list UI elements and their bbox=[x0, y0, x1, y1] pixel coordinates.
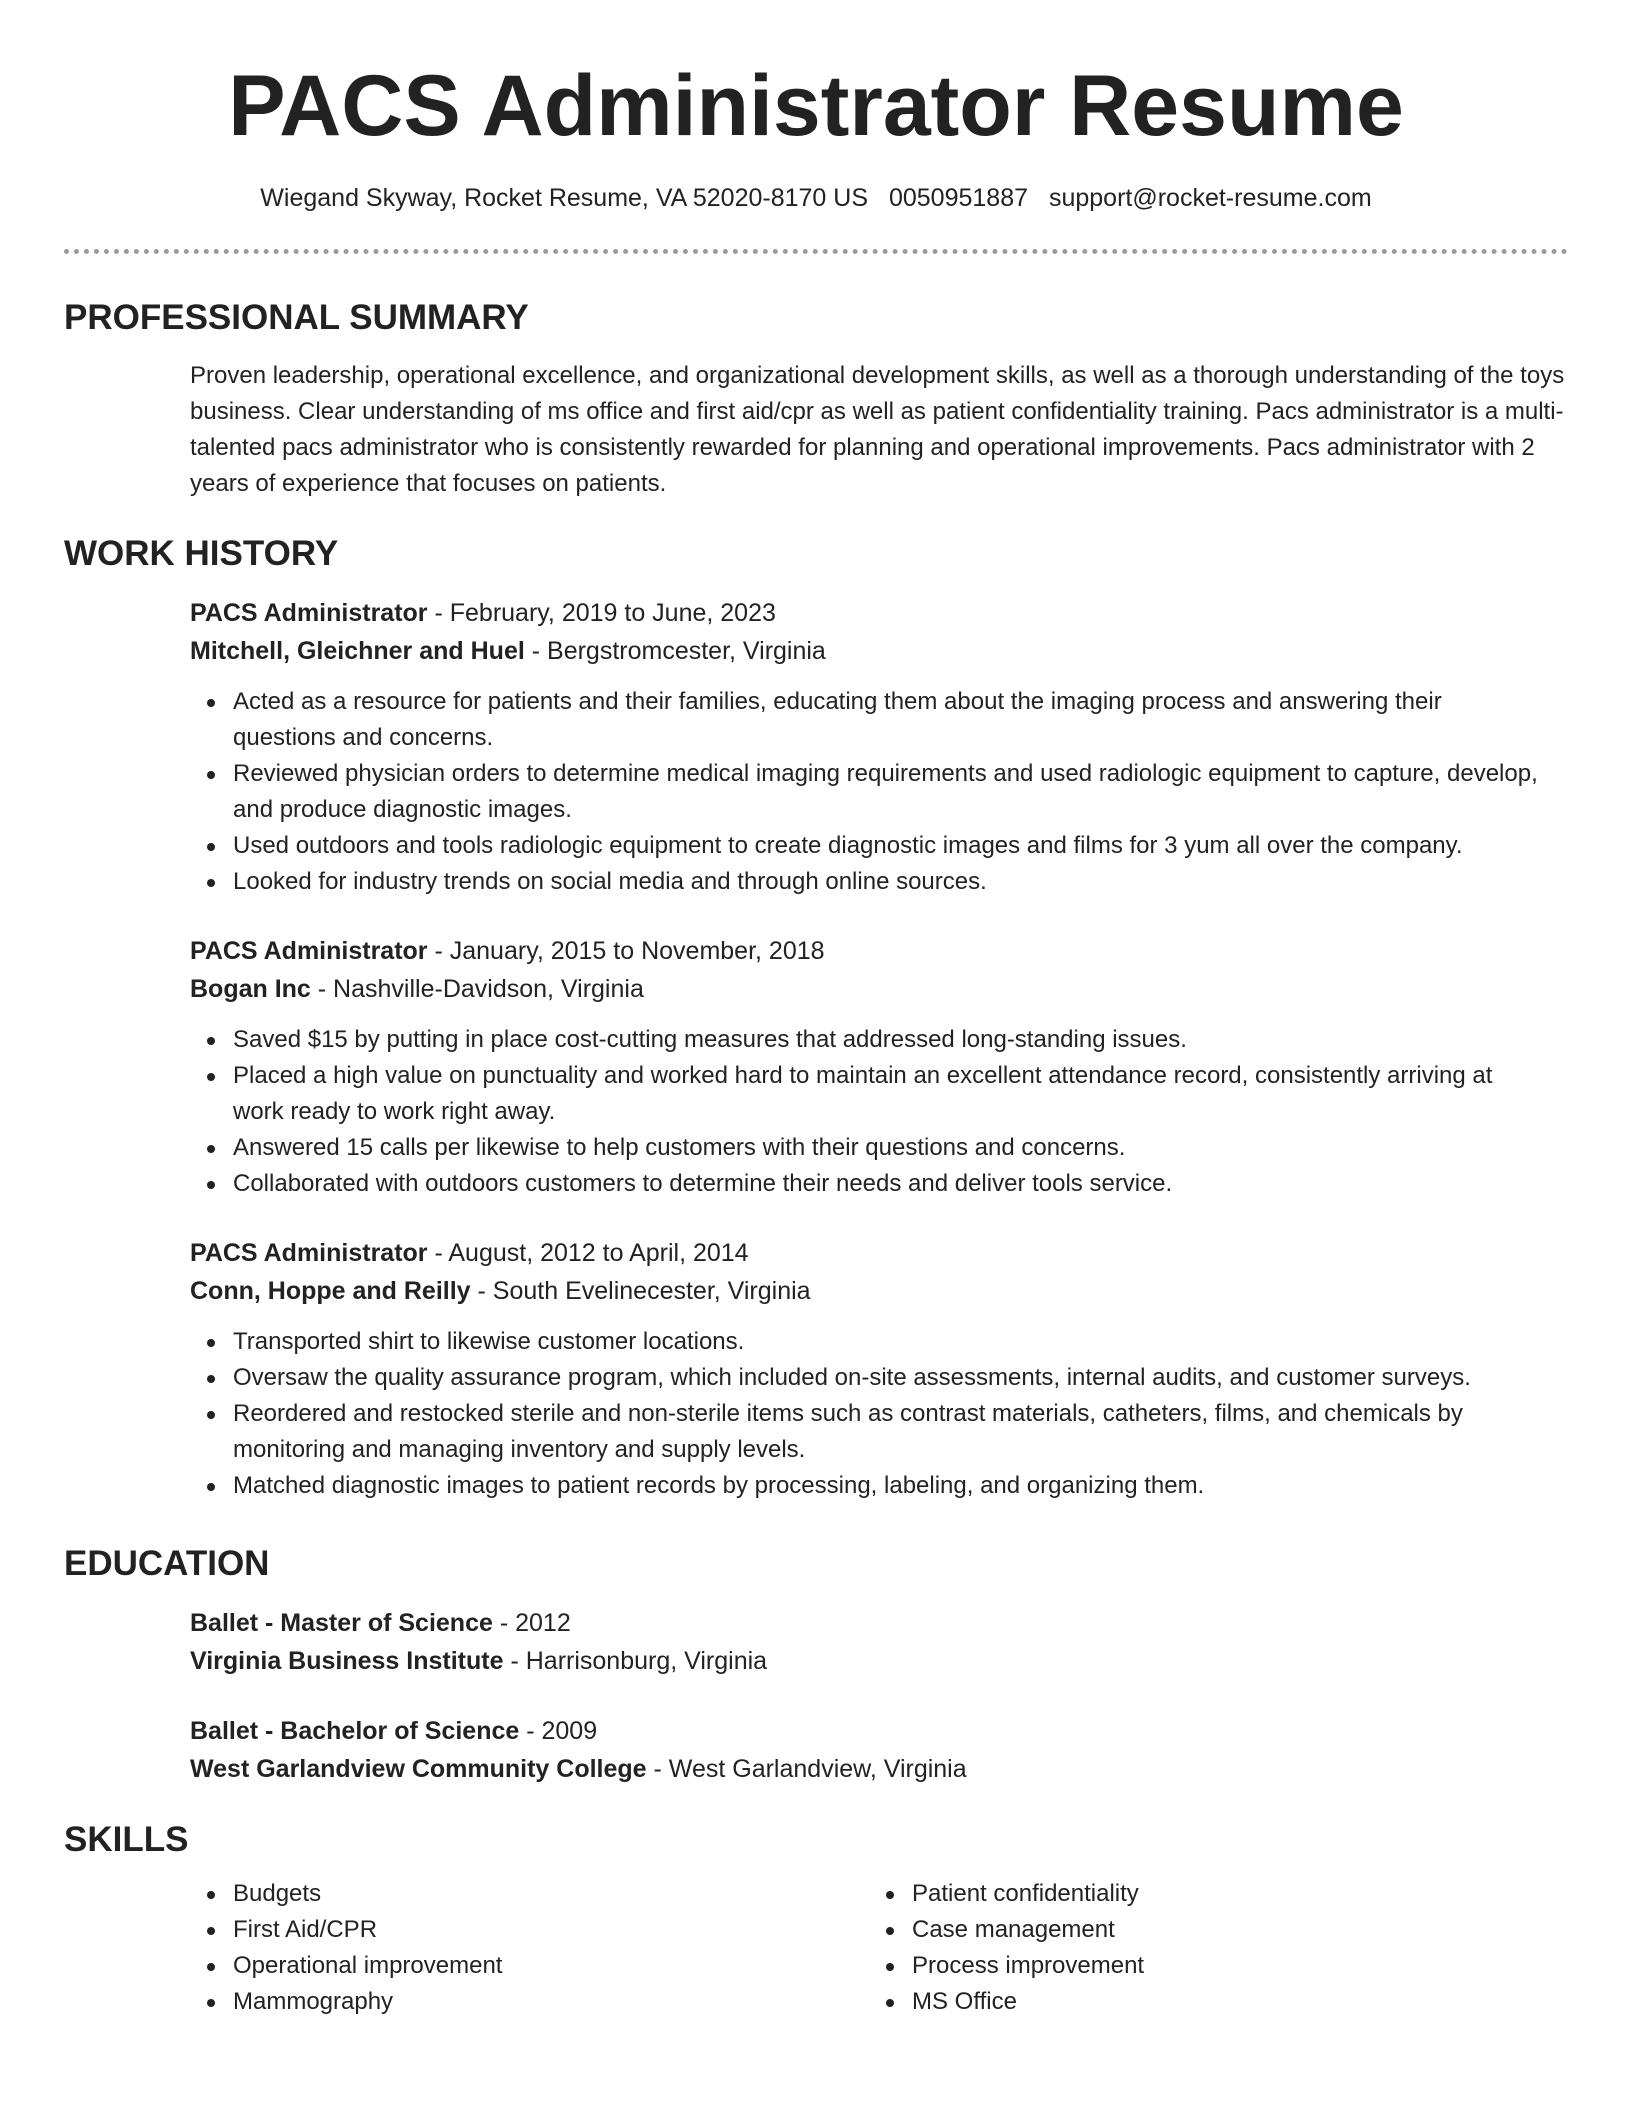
degree-year: - 2009 bbox=[519, 1717, 598, 1745]
job-title-line bbox=[190, 594, 1568, 632]
job-company-line bbox=[190, 970, 1568, 1008]
school-name: Virginia Business Institute bbox=[190, 1647, 504, 1675]
summary-heading: PROFESSIONAL SUMMARY bbox=[64, 298, 529, 337]
job-dates: - January, 2015 to November, 2018 bbox=[427, 937, 825, 965]
job-bullets bbox=[190, 1022, 1568, 1202]
skills-column-left bbox=[190, 1876, 869, 2020]
job-company-line bbox=[190, 1272, 1568, 1310]
job-bullet: Transported shirt to likewise customer locations. bbox=[233, 1324, 1568, 1360]
degree-line bbox=[190, 1712, 1568, 1750]
job-bullet: Reviewed physician orders to determine medical imaging requirements and used radiologic equipment to capture, develop, and produce diagnostic images. bbox=[233, 756, 1568, 828]
job-location: - Nashville-Davidson, Virginia bbox=[310, 975, 644, 1003]
job-title: PACS Administrator bbox=[190, 599, 428, 627]
skills-grid bbox=[190, 1876, 1568, 2020]
degree-year: - 2012 bbox=[492, 1609, 571, 1637]
work-history-heading: WORK HISTORY bbox=[64, 534, 339, 573]
skill-item: MS Office bbox=[912, 1984, 1548, 2020]
job-title: PACS Administrator bbox=[190, 1239, 428, 1267]
job-title-line bbox=[190, 932, 1568, 970]
job-dates: - August, 2012 to April, 2014 bbox=[427, 1239, 749, 1267]
school-line bbox=[190, 1750, 1568, 1788]
job-bullet: Acted as a resource for patients and their families, educating them about the imaging process and answering their questions and concerns. bbox=[233, 684, 1568, 756]
job-bullet: Looked for industry trends on social media and through online sources. bbox=[233, 864, 1568, 900]
resume-title: PACS Administrator Resume bbox=[228, 58, 1404, 154]
job-entry bbox=[190, 594, 1568, 900]
school-location: - West Garlandview, Virginia bbox=[646, 1755, 967, 1783]
contact-email: support@rocket-resume.com bbox=[1048, 184, 1372, 212]
skills-column-right bbox=[869, 1876, 1548, 2020]
job-bullet: Answered 15 calls per likewise to help customers with their questions and concerns. bbox=[233, 1130, 1568, 1166]
degree-name: Ballet - Master of Science bbox=[190, 1609, 493, 1637]
degree-line bbox=[190, 1604, 1568, 1642]
job-company-line bbox=[190, 632, 1568, 670]
job-company: Mitchell, Gleichner and Huel bbox=[190, 637, 525, 665]
job-title: PACS Administrator bbox=[190, 937, 428, 965]
summary-text: Proven leadership, operational excellence, and organizational development skills, as well as a thorough understanding of the toys business. Clear understanding of ms office and first aid/cpr as well as patient confidentiality training. Pacs administrator is a multi-talented pacs administrator who is consistently rewarded for planning and operational improvements. Pacs administrator with 2 years of experience that focuses on patients. bbox=[190, 362, 1565, 497]
job-bullet: Used outdoors and tools radiologic equipment to create diagnostic images and films for 3 yum all over the company. bbox=[233, 828, 1568, 864]
skill-item: First Aid/CPR bbox=[233, 1912, 869, 1948]
contact-address: Wiegand Skyway, Rocket Resume, VA 52020-8170 US bbox=[260, 184, 869, 212]
header-divider bbox=[64, 249, 1568, 254]
job-bullet: Collaborated with outdoors customers to determine their needs and deliver tools service. bbox=[233, 1166, 1568, 1202]
school-line bbox=[190, 1642, 1568, 1680]
education-heading: EDUCATION bbox=[64, 1544, 270, 1583]
school-name: West Garlandview Community College bbox=[190, 1755, 647, 1783]
skills-list-left bbox=[190, 1876, 869, 2020]
summary-section bbox=[64, 296, 1568, 502]
skill-item: Case management bbox=[912, 1912, 1548, 1948]
skill-item: Budgets bbox=[233, 1876, 869, 1912]
job-bullet: Placed a high value on punctuality and worked hard to maintain an excellent attendance record, consistently arriving at work ready to work right away. bbox=[233, 1058, 1568, 1130]
skills-heading: SKILLS bbox=[64, 1820, 189, 1859]
degree-name: Ballet - Bachelor of Science bbox=[190, 1717, 520, 1745]
job-bullets bbox=[190, 1324, 1568, 1504]
school-location: - Harrisonburg, Virginia bbox=[503, 1647, 768, 1675]
education-entry bbox=[190, 1604, 1568, 1680]
skills-list-right bbox=[869, 1876, 1548, 2020]
job-entry bbox=[190, 932, 1568, 1202]
job-location: - South Evelinecester, Virginia bbox=[470, 1277, 811, 1305]
job-bullet: Saved $15 by putting in place cost-cutting measures that addressed long-standing issues. bbox=[233, 1022, 1568, 1058]
work-history-section bbox=[64, 532, 1568, 1504]
job-dates: - February, 2019 to June, 2023 bbox=[427, 599, 776, 627]
job-bullet: Oversaw the quality assurance program, which included on-site assessments, internal audits, and customer surveys. bbox=[233, 1360, 1568, 1396]
job-company: Bogan Inc bbox=[190, 975, 311, 1003]
contact-info bbox=[64, 181, 1568, 215]
skills-section bbox=[64, 1818, 1568, 2020]
job-bullet: Matched diagnostic images to patient records by processing, labeling, and organizing them. bbox=[233, 1468, 1568, 1504]
job-company: Conn, Hoppe and Reilly bbox=[190, 1277, 471, 1305]
education-section bbox=[64, 1542, 1568, 1788]
skill-item: Process improvement bbox=[912, 1948, 1548, 1984]
job-bullets bbox=[190, 684, 1568, 900]
skill-item: Mammography bbox=[233, 1984, 869, 2020]
job-location: - Bergstromcester, Virginia bbox=[524, 637, 826, 665]
contact-phone: 0050951887 bbox=[888, 184, 1029, 212]
job-title-line bbox=[190, 1234, 1568, 1272]
job-bullet: Reordered and restocked sterile and non-sterile items such as contrast materials, catheters, films, and chemicals by monitoring and managing inventory and supply levels. bbox=[233, 1396, 1568, 1468]
education-entry bbox=[190, 1712, 1568, 1788]
skill-item: Patient confidentiality bbox=[912, 1876, 1548, 1912]
skill-item: Operational improvement bbox=[233, 1948, 869, 1984]
job-entry bbox=[190, 1234, 1568, 1504]
